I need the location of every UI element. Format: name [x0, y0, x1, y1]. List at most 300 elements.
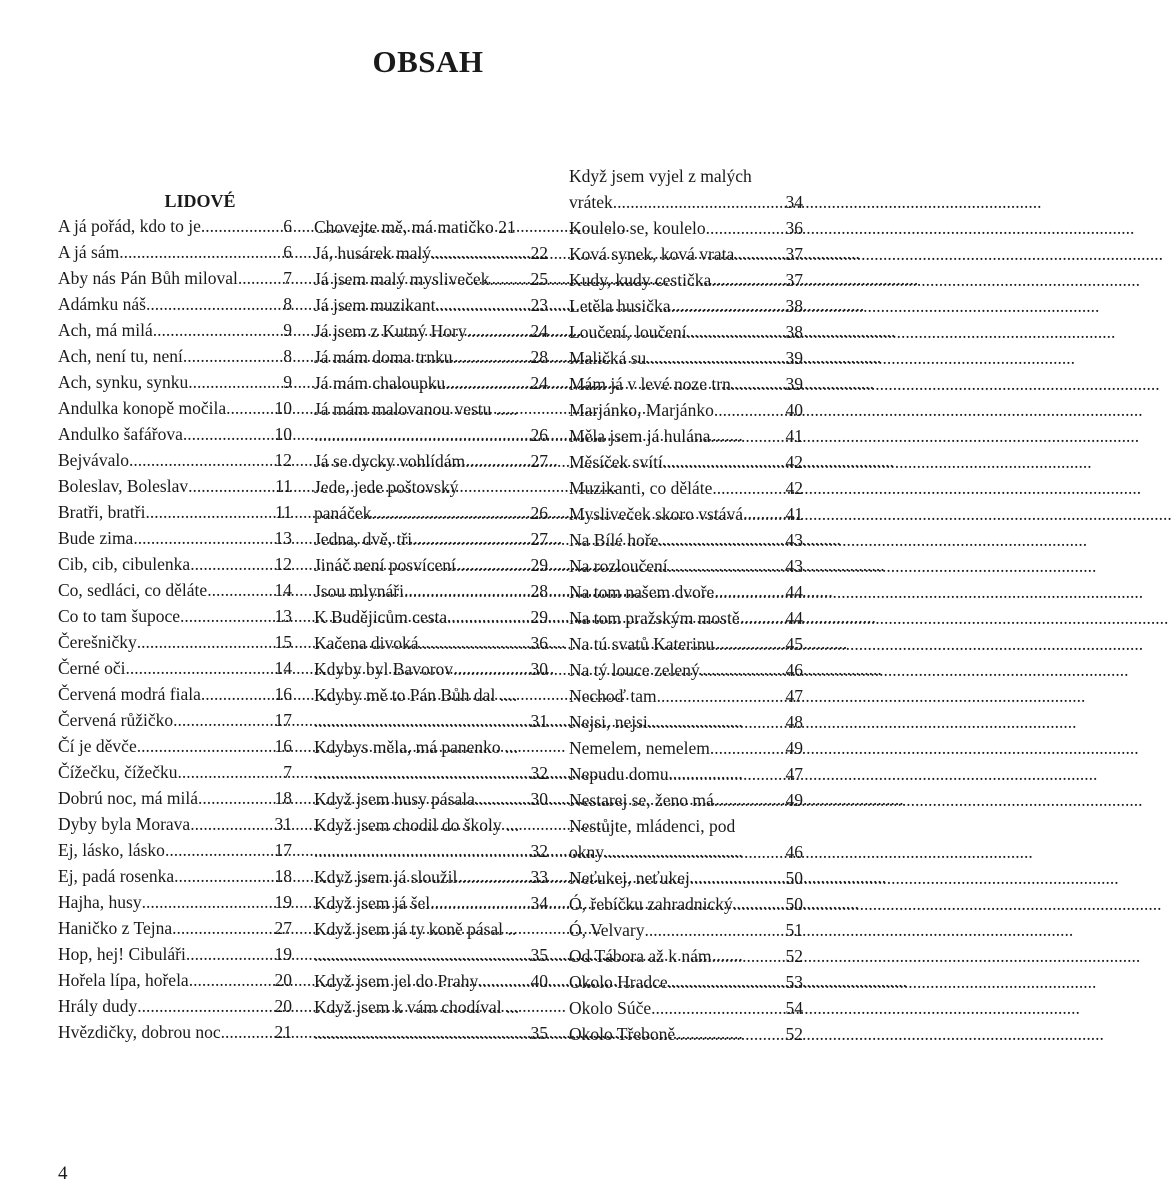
toc-entry-leader: ... [506, 815, 520, 835]
toc-entry-page: 52 [785, 946, 803, 966]
toc-entry-leader [714, 579, 785, 605]
toc-entry-leader [478, 968, 530, 994]
toc-entry-leader [183, 343, 283, 369]
toc-entry-title: Když jsem já ty koně pásal [314, 919, 508, 939]
toc-entry-title: Já mám chaloupku [314, 373, 446, 393]
toc-entry [569, 735, 803, 761]
toc-entry-title: Já jsem z Kutný Hory [314, 321, 467, 341]
toc-entry [58, 447, 292, 473]
toc-entry-page: 6 [283, 242, 292, 262]
toc-entry [314, 552, 548, 578]
toc-entry-leader [126, 655, 275, 681]
toc-entry [58, 941, 292, 967]
toc-entry [58, 681, 292, 707]
toc-entry-page: 46 [785, 660, 803, 680]
toc-entry-title: Když jsem já sloužil [314, 867, 458, 887]
toc-entry-title: okny [569, 842, 604, 862]
toc-entry [58, 889, 292, 915]
toc-entry [58, 577, 292, 603]
toc-entry [569, 579, 803, 605]
toc-entry-leader [142, 889, 275, 915]
toc-entry-title: Bude zima [58, 528, 134, 548]
toc-entry-page: 34 [530, 893, 548, 913]
toc-entry-page: 43 [785, 530, 803, 550]
toc-entry [569, 319, 803, 345]
toc-entry-title: Letěla husička [569, 296, 671, 316]
toc-entry-page: 49 [785, 738, 803, 758]
toc-entry-title: Okolo Hradce [569, 972, 668, 992]
toc-entry [58, 239, 292, 265]
toc-entry [58, 655, 292, 681]
toc-entry [58, 785, 292, 811]
toc-entry [569, 761, 803, 787]
toc-entry-page: 44 [785, 608, 803, 628]
toc-entry [569, 709, 803, 735]
toc-entry-page: 21 [274, 1022, 292, 1042]
toc-entry-page: 13 [274, 528, 292, 548]
toc-entry-page: 29 [530, 607, 548, 627]
toc-entry-leader [189, 967, 275, 993]
toc-entry-title: Čerešničky [58, 632, 137, 652]
toc-entry [58, 759, 292, 785]
toc-entry-title: Když jsem chodil do školy [314, 815, 506, 835]
toc-entry-leader: .. [507, 919, 517, 939]
toc-entry [58, 733, 292, 759]
toc-entry [58, 629, 292, 655]
toc-entry [569, 163, 803, 189]
toc-column-3 [569, 163, 803, 1047]
toc-entry-page: 31 [274, 814, 292, 834]
toc-entry-leader [207, 577, 274, 603]
toc-entry-leader [668, 969, 786, 995]
toc-entry-page: 7 [283, 762, 292, 782]
toc-entry-leader [712, 475, 785, 501]
toc-entry-leader [489, 266, 530, 292]
toc-entry-title: Nechoď tam [569, 686, 657, 706]
toc-entry [58, 421, 292, 447]
toc-entry-leader [671, 293, 786, 319]
toc-entry-page: 37 [785, 244, 803, 264]
toc-entry-page: 38 [785, 322, 803, 342]
toc-entry [569, 527, 803, 553]
toc-entry-title: Jsou mlynáři [314, 581, 404, 601]
toc-entry [58, 291, 292, 317]
toc-entry [569, 267, 803, 293]
toc-entry [58, 317, 292, 343]
toc-entry-page: 11 [275, 502, 292, 522]
toc-entry-title: Nepudu domu [569, 764, 669, 784]
toc-entry-page: 51 [785, 920, 803, 940]
toc-entry-title: Kudy, kudy cestička [569, 270, 712, 290]
toc-entry-page: 27 [274, 918, 292, 938]
toc-entry [569, 787, 803, 813]
toc-entry-title: Boleslav, Boleslav [58, 476, 189, 496]
toc-entry-page: 29 [530, 555, 548, 575]
toc-entry-title: Okolo Súče [569, 998, 652, 1018]
toc-entry-title: Jede, jede poštovský [314, 477, 459, 497]
toc-entry [314, 864, 548, 890]
toc-entry-page: 14 [274, 658, 292, 678]
toc-entry-leader [475, 786, 531, 812]
toc-entry-leader [174, 863, 274, 889]
toc-entry-leader [119, 239, 283, 265]
toc-entry-title: Od Tábora až k nám [569, 946, 712, 966]
toc-entry-title: Dyby byla Morava [58, 814, 191, 834]
toc-entry-page: 26 [530, 503, 548, 523]
toc-entry [314, 240, 548, 266]
toc-entry-leader [645, 917, 786, 943]
toc-entry-page: 43 [785, 556, 803, 576]
toc-entry-title: Nestarej se, ženo má [569, 790, 714, 810]
toc-entry-title: Černé oči [58, 658, 126, 678]
toc-entry-leader [648, 709, 786, 735]
toc-entry-title: Nemelem, nemelem [569, 738, 710, 758]
toc-entry-title: Já se dycky vohlídám [314, 451, 466, 471]
toc-entry [569, 449, 803, 475]
toc-entry [314, 292, 548, 318]
toc-entry-leader: ..... [495, 399, 518, 419]
toc-entry-leader [198, 785, 275, 811]
toc-entry-leader [404, 578, 531, 604]
toc-column-1 [58, 189, 292, 1045]
toc-entry-title: Chovejte mě, má matičko [314, 217, 499, 237]
toc-entry [58, 265, 292, 291]
toc-entry [314, 760, 548, 786]
toc-entry-leader [706, 215, 786, 241]
toc-entry [314, 474, 548, 500]
toc-entry-title: Maličká su [569, 348, 647, 368]
toc-entry-leader [700, 657, 786, 683]
toc-entry-page: 17 [274, 710, 292, 730]
page-title: OBSAH [372, 44, 484, 79]
toc-entry-leader [137, 993, 274, 1019]
toc-entry [314, 422, 548, 448]
toc-entry [58, 395, 292, 421]
toc-entry-page: 37 [785, 270, 803, 290]
toc-entry-leader [690, 865, 786, 891]
toc-entry-page: 36 [530, 633, 548, 653]
toc-entry [314, 266, 548, 292]
toc-entry-page: 14 [274, 580, 292, 600]
toc-entry-title: Ková synek, ková vrata [569, 244, 735, 264]
toc-entry [58, 863, 292, 889]
toc-entry-title: Když jsem husy pásala [314, 789, 475, 809]
toc-entry-leader [453, 656, 530, 682]
toc-entry-page: 30 [530, 659, 548, 679]
toc-entry-page: 10 [274, 424, 292, 444]
toc-entry [314, 734, 548, 760]
toc-entry [569, 813, 803, 839]
toc-entry-leader [711, 267, 785, 293]
toc-entry-title: Měla jsem já hulána [569, 426, 711, 446]
toc-entry-title: Na tý louce zelený [569, 660, 700, 680]
toc-entry-page: 9 [283, 320, 292, 340]
toc-entry [314, 708, 548, 734]
toc-entry-leader [453, 344, 531, 370]
toc-entry-title: Nestůjte, mládenci, pod [569, 816, 736, 836]
toc-entry [569, 1021, 803, 1047]
toc-entry-page: 47 [785, 686, 803, 706]
toc-entry [58, 369, 292, 395]
toc-entry [314, 994, 548, 1020]
toc-entry-leader [412, 526, 530, 552]
toc-entry [314, 448, 548, 474]
toc-entry-title: Okolo Třeboně [569, 1024, 676, 1044]
toc-entry-title: Když jsem vyjel z malých [569, 166, 752, 186]
toc-entry-leader [743, 501, 786, 527]
toc-entry-title: Dobrú noc, má milá [58, 788, 198, 808]
toc-entry-title: Hrály dudy [58, 996, 138, 1016]
toc-entry-title: K Budějicům cesta [314, 607, 448, 627]
toc-entry [314, 1020, 548, 1046]
toc-entry-leader [201, 213, 283, 239]
toc-entry-page: 39 [785, 348, 803, 368]
toc-entry-leader [710, 735, 786, 761]
toc-entry-page: 17 [274, 840, 292, 860]
toc-entry-page: 45 [785, 634, 803, 654]
toc-entry-page: 50 [785, 868, 803, 888]
toc-entry-page: 47 [785, 764, 803, 784]
toc-entry-title: Na Bílé hoře [569, 530, 659, 550]
toc-entry-leader [646, 345, 785, 371]
toc-entry-title: Co, sedláci, co děláte [58, 580, 208, 600]
toc-entry [314, 396, 548, 422]
toc-entry-leader [731, 371, 786, 397]
toc-entry-title: Co to tam šupoce [58, 606, 180, 626]
toc-entry [58, 993, 292, 1019]
toc-entry-title: Haničko z Tejna [58, 918, 173, 938]
toc-entry-page: 12 [274, 450, 292, 470]
toc-entry-title: Adámku náš [58, 294, 146, 314]
toc-entry [58, 473, 292, 499]
toc-entry-title: Kdyby mě to Pán Bůh dal [314, 685, 500, 705]
toc-entry-leader [137, 733, 275, 759]
toc-entry [58, 837, 292, 863]
toc-entry-page: 8 [283, 294, 292, 314]
toc-entry [569, 943, 803, 969]
toc-entry [569, 345, 803, 371]
toc-entry [314, 526, 548, 552]
toc-entry-page: 26 [530, 425, 548, 445]
toc-entry-page: 41 [785, 504, 803, 524]
toc-entry [58, 707, 292, 733]
toc-entry [58, 915, 292, 941]
toc-entry-page: 52 [785, 1024, 803, 1044]
toc-entry-leader [314, 760, 531, 786]
toc-entry-title: A já pořád, kdo to je [58, 216, 201, 236]
toc-entry [314, 916, 548, 942]
toc-entry-leader [145, 499, 275, 525]
toc-entry-title: Měsíček svítí [569, 452, 663, 472]
toc-entry [569, 293, 803, 319]
toc-entry-leader [183, 421, 275, 447]
toc-entry [58, 551, 292, 577]
toc-entry-page: 8 [283, 346, 292, 366]
toc-entry-leader [314, 422, 531, 448]
toc-entry-page: 32 [530, 763, 548, 783]
toc-entry [58, 525, 292, 551]
toc-entry-page: 42 [785, 478, 803, 498]
toc-entry [314, 786, 548, 812]
toc-entry-title: Já mám malovanou vestu [314, 399, 496, 419]
toc-entry [569, 865, 803, 891]
toc-entry-leader [165, 837, 275, 863]
toc-entry-leader [657, 683, 786, 709]
toc-entry-title: Já jsem muzikant [314, 295, 436, 315]
toc-entry [314, 318, 548, 344]
toc-entry-title: Bratři, bratři [58, 502, 146, 522]
toc-entry-title: Já jsem malý mysliveček [314, 269, 490, 289]
toc-entry-leader: ... [505, 997, 520, 1017]
toc-entry-page: 20 [274, 970, 292, 990]
toc-entry-leader [180, 603, 275, 629]
toc-entry-page: 21 [498, 217, 516, 237]
toc-entry-title: Nejsi, nejsi [569, 712, 648, 732]
toc-entry-page: 42 [785, 452, 803, 472]
toc-entry-page: 28 [530, 347, 548, 367]
toc-entry-title: Cib, cib, cibulenka [58, 554, 191, 574]
toc-entry-title: Kdyby byl Bavorov [314, 659, 454, 679]
toc-entry-leader [687, 319, 786, 345]
toc-entry-title: vrátek [569, 192, 613, 212]
toc-entry-leader [714, 631, 785, 657]
toc-entry [569, 189, 803, 215]
page-number: 4 [58, 1163, 68, 1184]
toc-entry-title: Muzikanti, co děláte [569, 478, 713, 498]
toc-entry-title: Když jsem já šel [314, 893, 431, 913]
toc-entry [314, 838, 548, 864]
toc-entry [569, 215, 803, 241]
toc-entry-leader [430, 890, 530, 916]
toc-entry-leader [133, 525, 274, 551]
toc-entry [569, 553, 803, 579]
toc-entry-page: 49 [785, 790, 803, 810]
toc-entry-page: 27 [530, 529, 548, 549]
toc-entry-title: Já mám doma trnku [314, 347, 453, 367]
toc-entry-title: Ach, není tu, není [58, 346, 183, 366]
toc-entry-leader [418, 630, 530, 656]
toc-entry-leader [733, 891, 786, 917]
toc-entry-page: 11 [275, 476, 292, 496]
toc-entry-leader [201, 681, 275, 707]
toc-entry-page: 10 [274, 398, 292, 418]
toc-entry-leader [314, 708, 531, 734]
toc-entry-page: 22 [530, 243, 548, 263]
toc-entry [569, 839, 803, 865]
toc-entry-leader [714, 397, 786, 423]
toc-entry [569, 995, 803, 1021]
toc-entry-page: 16 [274, 736, 292, 756]
toc-entry-page: 39 [785, 374, 803, 394]
toc-entry-title: Na tom našem dvoře [569, 582, 715, 602]
toc-entry-page: 18 [274, 788, 292, 808]
toc-entry-page: 19 [274, 892, 292, 912]
toc-entry [314, 682, 548, 708]
toc-entry-page: 50 [785, 894, 803, 914]
toc-entry-leader [190, 551, 274, 577]
toc-entry-title: Čí je děvče [58, 736, 137, 756]
toc-entry-page: 40 [785, 400, 803, 420]
toc-entry-title: Na tom pražským mostě [569, 608, 740, 628]
toc-entry [58, 967, 292, 993]
toc-entry-page: 38 [785, 296, 803, 316]
toc-entry [569, 241, 803, 267]
toc-entry-page: 24 [530, 373, 548, 393]
toc-entry-title: Červená modrá fiala [58, 684, 201, 704]
toc-entry-title: Koulelo se, koulelo [569, 218, 706, 238]
toc-entry-leader [675, 1021, 785, 1047]
toc-entry-leader [445, 370, 530, 396]
toc-entry-leader [190, 811, 274, 837]
toc-entry [314, 604, 548, 630]
toc-entry [569, 501, 803, 527]
toc-entry-leader [668, 553, 786, 579]
toc-entry-title: Jedna, dvě, tři [314, 529, 413, 549]
toc-entry-leader [714, 787, 786, 813]
toc-entry-leader [371, 500, 530, 526]
toc-entry-page: 25 [530, 269, 548, 289]
toc-entry [58, 603, 292, 629]
toc-entry-page: 35 [530, 1023, 548, 1043]
toc-entry-page: 35 [530, 945, 548, 965]
toc-entry-leader [314, 1020, 531, 1046]
toc-column-2 [314, 214, 548, 1046]
toc-entry-page: 53 [785, 972, 803, 992]
toc-entry-page: 23 [530, 295, 548, 315]
toc-entry-title: Já, husárek malý [314, 243, 432, 263]
toc-entry-leader [188, 473, 275, 499]
toc-entry-leader [669, 761, 786, 787]
toc-entry-page: 27 [530, 451, 548, 471]
toc-entry-leader [604, 839, 786, 865]
toc-entry-title: Ó, Velvary [569, 920, 645, 940]
toc-entry [314, 214, 548, 240]
toc-entry-page: 19 [274, 944, 292, 964]
toc-entry [314, 942, 548, 968]
toc-entry-title: Neťukej, neťukej [569, 868, 690, 888]
toc-entry-page: 36 [785, 218, 803, 238]
toc-entry-title: Když jsem jel do Prahy [314, 971, 479, 991]
toc-entry-leader [172, 915, 274, 941]
toc-entry [569, 475, 803, 501]
toc-entry-leader [467, 318, 531, 344]
toc-entry [569, 891, 803, 917]
toc-entry-leader [431, 240, 530, 266]
toc-entry [314, 630, 548, 656]
toc-entry [569, 969, 803, 995]
toc-entry-leader [137, 629, 275, 655]
toc-entry [58, 499, 292, 525]
toc-entry [58, 213, 292, 239]
toc-entry [569, 423, 803, 449]
toc-entry-title: Mám já v levé noze trn [569, 374, 731, 394]
toc-entry-leader [712, 943, 786, 969]
toc-entry [58, 1019, 292, 1045]
toc-entry-title: Aby nás Pán Bůh miloval [58, 268, 238, 288]
toc-entry-title: Bejvávalo [58, 450, 129, 470]
toc-entry [314, 656, 548, 682]
toc-entry-title: Mysliveček skoro vstává [569, 504, 743, 524]
toc-entry-leader [221, 1019, 275, 1045]
toc-entry [314, 344, 548, 370]
toc-entry-page: 54 [785, 998, 803, 1018]
toc-entry-title: Ach, synku, synku [58, 372, 189, 392]
toc-entry [314, 890, 548, 916]
toc-entry [569, 917, 803, 943]
toc-entry [314, 812, 548, 838]
toc-entry-title: Ej, padá rosenka [58, 866, 175, 886]
toc-entry-leader [178, 759, 284, 785]
